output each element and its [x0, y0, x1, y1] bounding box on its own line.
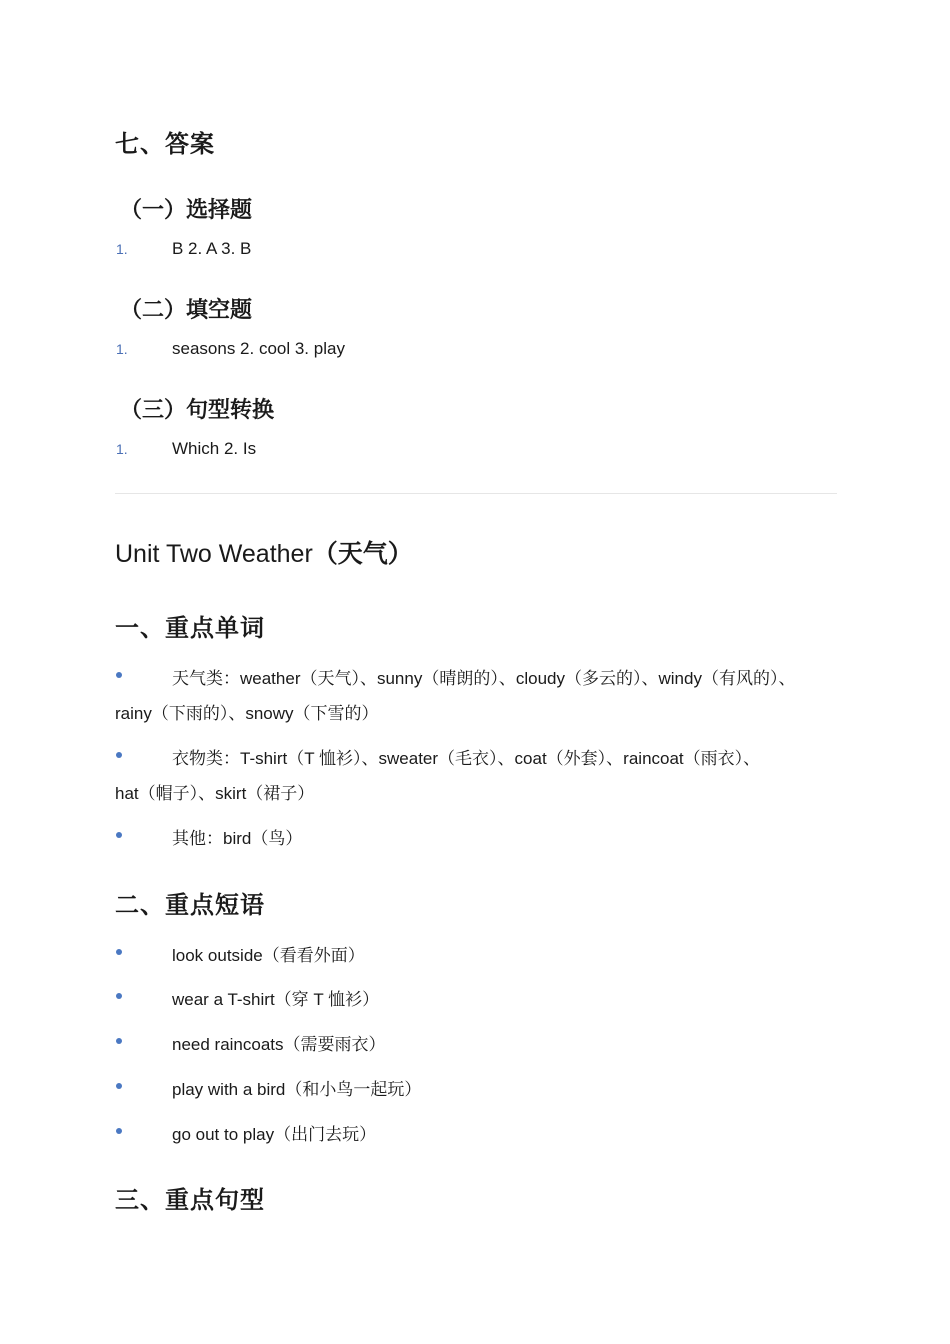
- choice-answers: B 2. A 3. B: [172, 239, 252, 258]
- sentences-heading: 三、重点句型: [115, 1187, 265, 1214]
- phrase-item: look outside（看看外面）: [172, 946, 365, 965]
- phrase-item: play with a bird（和小鸟一起玩）: [172, 1080, 422, 1099]
- phrase-item: wear a T-shirt（穿 T 恤衫）: [172, 990, 380, 1009]
- bullet-icon: [116, 949, 122, 955]
- fill-heading: （二）填空题: [120, 297, 253, 322]
- bullet-icon: [116, 832, 122, 838]
- phrase-item: need raincoats（需要雨衣）: [172, 1035, 386, 1054]
- words-weather-line2: rainy（下雨的）、snowy（下雪的）: [115, 704, 379, 723]
- transform-heading: （三）句型转换: [120, 397, 275, 422]
- bullet-icon: [116, 1038, 122, 1044]
- transform-list-number: 1.: [116, 441, 128, 457]
- bullet-icon: [116, 672, 122, 678]
- phrase-item: go out to play（出门去玩）: [172, 1125, 377, 1144]
- words-weather-line1: 天气类：weather（天气）、sunny（晴朗的）、cloudy（多云的）、windy（有风的）、: [172, 669, 796, 688]
- answers-heading: 七、答案: [115, 131, 215, 158]
- bullet-icon: [116, 1128, 122, 1134]
- unit-title-en: Unit Two Weather: [115, 540, 313, 568]
- fill-answers: seasons 2. cool 3. play: [172, 339, 345, 358]
- choice-list-number: 1.: [116, 241, 128, 257]
- unit-title: [115, 534, 413, 570]
- words-clothes-line1: 衣物类：T-shirt（T 恤衫）、sweater（毛衣）、coat（外套）、raincoat（雨衣）、: [172, 749, 761, 768]
- words-clothes-line2: hat（帽子）、skirt（裙子）: [115, 784, 315, 803]
- words-other-line1: 其他：bird（鸟）: [172, 829, 303, 848]
- fill-list-number: 1.: [116, 341, 128, 357]
- words-heading: 一、重点单词: [115, 615, 265, 642]
- phrases-heading: 二、重点短语: [115, 892, 265, 919]
- choice-heading: （一）选择题: [120, 197, 253, 222]
- bullet-icon: [116, 993, 122, 999]
- section-divider: [115, 493, 837, 494]
- unit-title-zh: （天气）: [312, 540, 413, 568]
- bullet-icon: [116, 1083, 122, 1089]
- transform-answers: Which 2. Is: [172, 439, 257, 458]
- bullet-icon: [116, 752, 122, 758]
